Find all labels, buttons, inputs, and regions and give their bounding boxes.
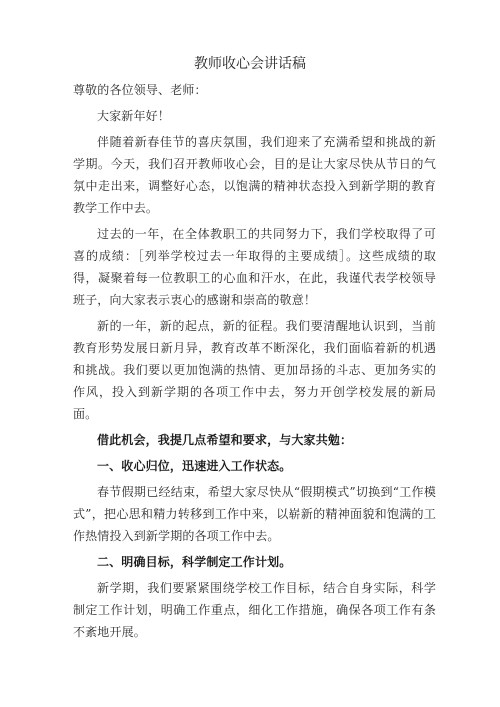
paragraph-heading-2: 新学期，我们要紧紧围绕学校工作目标，结合自身实际，科学制定工作计划，明确工作重点，细化工作措施，确保各项工作有条不紊地开展。 xyxy=(73,581,436,639)
paragraph-intro: 伴随着新春佳节的喜庆氛围，我们迎来了充满希望和挑战的新学期。今天，我们召开教师收心会，目的是让大家尽快从节日的气氛中走出来，调整好心态，以饱满的精神状态投入到新学期的教育教学工作中去。 xyxy=(73,135,436,215)
salutation: 尊敬的各位领导、老师： xyxy=(73,83,207,97)
greeting: 大家新年好！ xyxy=(97,109,170,123)
document-title: 教师收心会讲话稿 xyxy=(194,56,306,72)
heading-2: 二、明确目标，科学制定工作计划。 xyxy=(97,555,292,569)
lead-sentence: 借此机会，我提几点希望和要求，与大家共勉： xyxy=(97,433,353,447)
document-body xyxy=(73,79,436,647)
paragraph-new-year: 新的一年，新的起点，新的征程。我们要清醒地认识到，当前教育形势发展日新月异，教育改革不断深化，我们面临着新的机遇和挑战。我们要以更加饱满的热情、更加昂扬的斗志、更加务实的作风，投入到新学期的各项工作中去，努力开创学校发展的新局面。 xyxy=(73,319,436,421)
heading-1: 一、收心归位，迅速进入工作状态。 xyxy=(97,459,292,473)
paragraph-heading-1: 春节假期已经结束，希望大家尽快从“假期模式”切换到“工作模式”，把心思和精力转移到工作中来，以崭新的精神面貌和饱满的工作热情投入到新学期的各项工作中去。 xyxy=(73,485,436,543)
paragraph-achievements: 过去的一年，在全体教职工的共同努力下，我们学校取得了可喜的成绩：［列举学校过去一年取得的主要成绩］。这些成绩的取得，凝聚着每一位教职工的心血和汗水，在此，我谨代表学校领导班子，向大家表示衷心的感谢和崇高的敬意！ xyxy=(73,227,436,307)
